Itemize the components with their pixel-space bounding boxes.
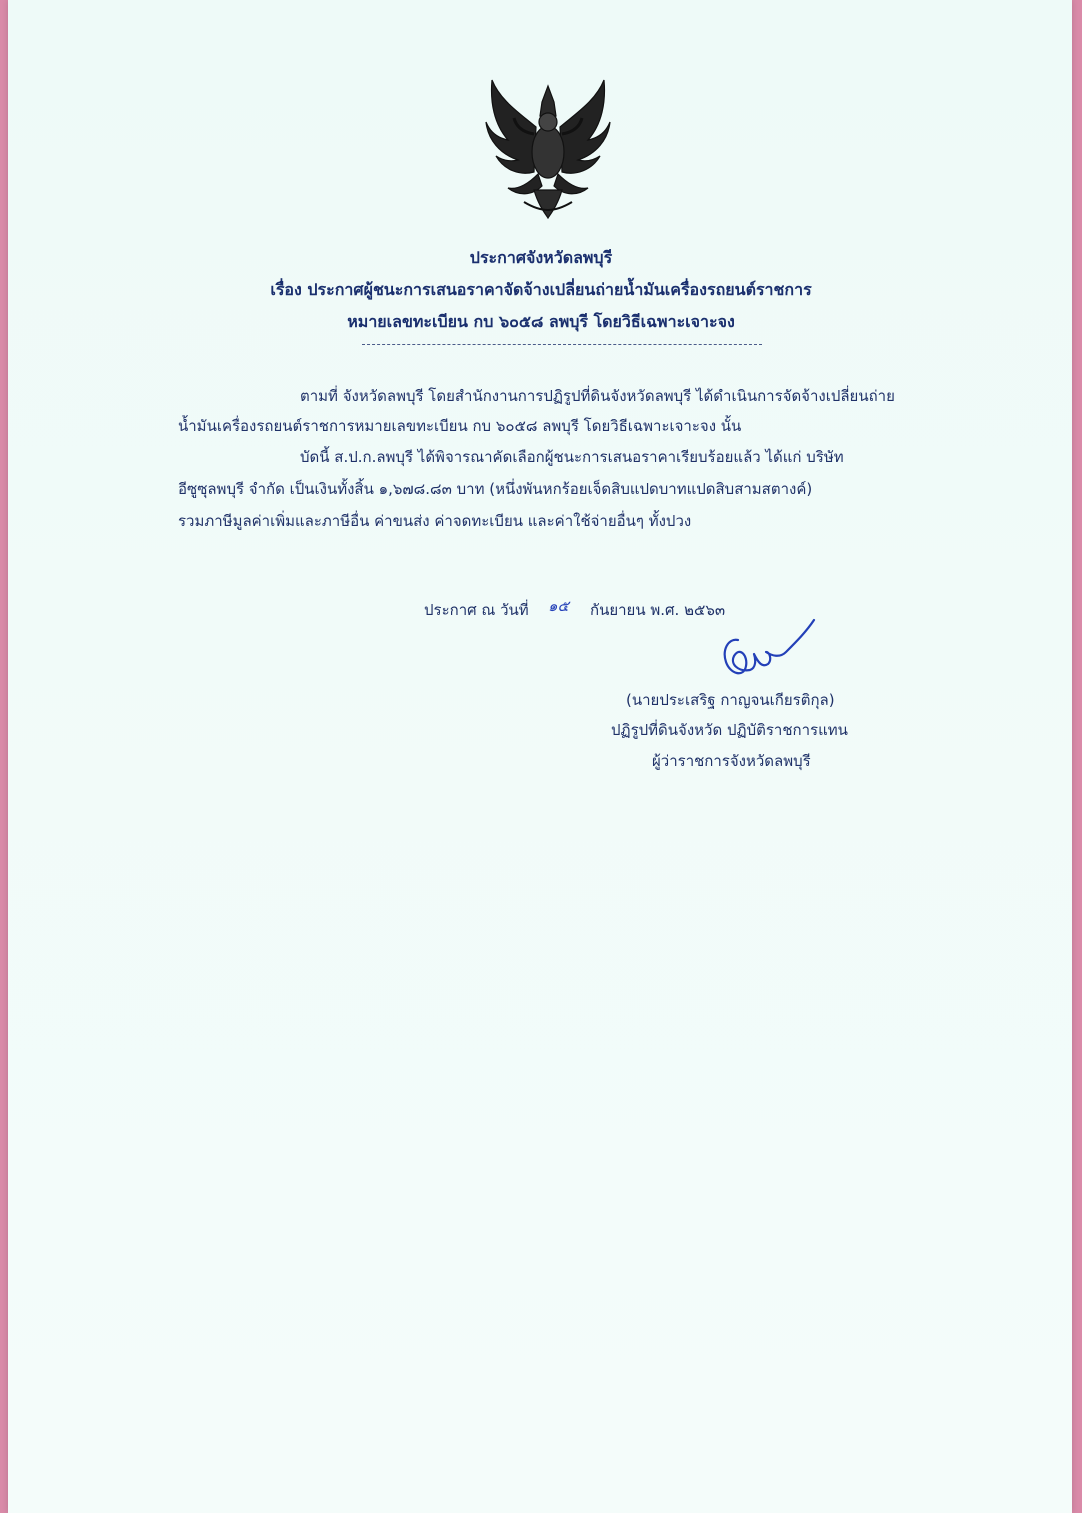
paragraph-2-line-1: บัดนี้ ส.ป.ก.ลพบุรี ได้พิจารณาคัดเลือกผู้ชนะการเสนอราคาเรียบร้อยแล้ว ได้แก่ บริษัท — [300, 448, 844, 466]
signature-icon — [710, 612, 820, 692]
announce-date-prefix: ประกาศ ณ วันที่ — [424, 601, 529, 619]
paragraph-2-line-2: อีซูซุลพบุรี จำกัด เป็นเงินทั้งสิ้น ๑,๖๗๘.๘๓ บาท (หนึ่งพันหกร้อยเจ็ดสิบแปดบาทแปดสิบสามสตางค์) — [178, 480, 813, 498]
announce-month-year: กันยายน พ.ศ. ๒๕๖๓ — [590, 601, 726, 619]
signatory-name: (นายประเสริฐ กาญจนเกียรติกุล) — [626, 691, 835, 709]
subject-line-1: เรื่อง ประกาศผู้ชนะการเสนอราคาจัดจ้างเปลี่ยนถ่ายน้ำมันเครื่องรถยนต์ราชการ — [270, 280, 812, 299]
document-title: ประกาศจังหวัดลพบุรี — [469, 248, 613, 267]
signatory-position: ปฏิรูปที่ดินจังหวัด ปฏิบัติราชการแทน — [611, 721, 848, 739]
divider — [362, 344, 762, 345]
subject-line-2: หมายเลขทะเบียน กบ ๖๐๕๘ ลพบุรี โดยวิธีเฉพาะเจาะจง — [347, 312, 735, 331]
signatory-title: ผู้ว่าราชการจังหวัดลพบุรี — [652, 752, 811, 770]
garuda-emblem-icon — [478, 72, 618, 222]
announce-day: ๑๕ — [548, 597, 569, 615]
paragraph-1-line-2: น้ำมันเครื่องรถยนต์ราชการหมายเลขทะเบียน กบ ๖๐๕๘ ลพบุรี โดยวิธีเฉพาะเจาะจง นั้น — [178, 417, 742, 435]
document-page — [8, 0, 1072, 1513]
paragraph-2-line-3: รวมภาษีมูลค่าเพิ่มและภาษีอื่น ค่าขนส่ง ค่าจดทะเบียน และค่าใช้จ่ายอื่นๆ ทั้งปวง — [178, 512, 692, 530]
paragraph-1-line-1: ตามที่ จังหวัดลพบุรี โดยสำนักงานการปฏิรูปที่ดินจังหวัดลพบุรี ได้ดำเนินการจัดจ้างเปลี่ยนถ่าย — [300, 387, 895, 405]
